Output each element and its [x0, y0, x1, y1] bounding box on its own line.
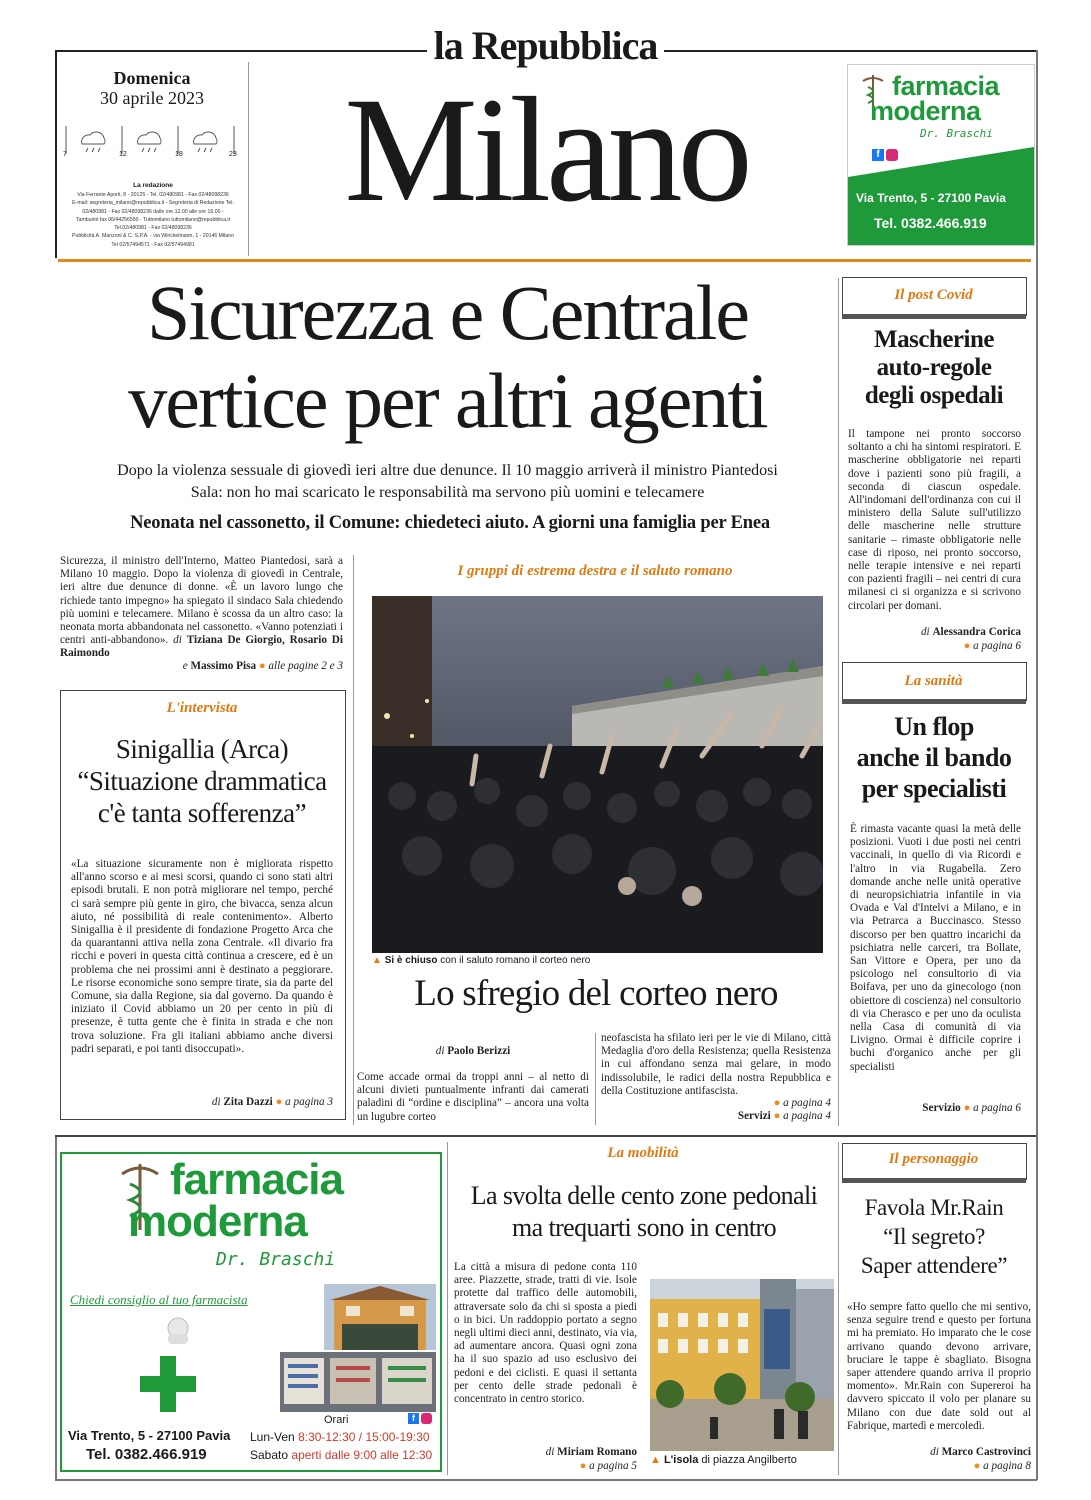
masthead-rule-left	[55, 50, 427, 52]
interview-kicker: L'intervista	[166, 700, 238, 716]
photo-page[interactable]: a pagina 4	[783, 1097, 831, 1109]
weekday-hours	[250, 1430, 430, 1444]
covid-byline-prefix: di	[920, 626, 930, 638]
pharmacist-cross-icon	[124, 1316, 224, 1416]
left-frame-rule	[55, 50, 57, 258]
orange-divider	[58, 259, 1031, 262]
sanita-kicker: La sanità	[904, 673, 963, 689]
caption-triangle-icon: ▲	[372, 955, 382, 966]
interview-byline-prefix: di	[211, 1096, 221, 1108]
facebook-icon[interactable]: f	[872, 149, 884, 161]
piazza-photo-image	[650, 1279, 834, 1451]
photo-caption-rest: con il saluto romano il corteo nero	[440, 955, 591, 966]
personaggio-title-line: Favola Mr.Rain	[864, 1195, 1004, 1220]
bottom-frame	[55, 1479, 1037, 1481]
photo-byline	[357, 1045, 589, 1058]
instagram-icon[interactable]	[886, 149, 898, 161]
sanita-body: È rimasta vacante quasi la metà delle posizioni. Vuoti i due posti nei centri vaccinali, in quello di via Ricordi e l'altro in via Rugabella. Zero domande anche nelle unità operative di neuropsichiatria infantile in via Ovada e Val d'Intelvi a Milano, e in via Petrarca a Buccinasco. Stesso discorso per ben quattro incarichi da psichiatra nelle carceri, tra Bollate, San Vittore e Opera, per uno da psicologo nel consultorio di via Boifava, per uno da ginecologo (non obiettore di coscienza) nel consultorio di via Cherasco e per uno da oculista nella Casa di comunità di via Livigno. Ormai è difficile coprire i buchi d'organico anche per gli specialisti	[850, 823, 1021, 1073]
temp-2: 12	[119, 151, 127, 158]
bottom-ad-phone: Tel. 0382.466.919	[86, 1446, 207, 1463]
photo-kicker: I gruppi di estrema destra e il saluto romano	[457, 563, 733, 579]
piazza-caption	[650, 1454, 836, 1466]
personaggio-page-ref: ● a pagina 8	[973, 1460, 1031, 1472]
column-divider	[353, 555, 354, 1125]
redazione-line: Pubblicità A. Manzoni & C. S.P.A. - via Winckelmann, 1 - 20146 Milano	[72, 233, 234, 240]
ad-phone: Tel. 0382.466.919	[874, 215, 987, 231]
sanita-title	[842, 711, 1026, 804]
redazione-line: Tel.02/480981 - Fax 02/48098236	[114, 225, 192, 232]
personaggio-body: «Ho sempre fatto quello che mi sentivo, senza seguire trend e questo per fortuna mi ha premiato. Ho imparato che le cose arrivano quando devono arrivare, bruciare le tappe è sbagliato. Bisogna saper attendere quando arriva il proprio momento». Mr.Rain con Supereroi ha davvero spiccato il volo per planare su Milano con due date sold out al Fabrique, martedì e mercoledì.	[847, 1301, 1031, 1432]
redazione-info	[58, 191, 248, 249]
photo-caption	[372, 955, 823, 966]
covid-title-line: auto-regole	[876, 354, 992, 381]
mobility-kicker: La mobilità	[607, 1145, 679, 1161]
bottom-left-frame	[55, 1137, 57, 1480]
covid-byline	[848, 626, 1021, 639]
photo-page-ref: ● a pagina 4	[773, 1097, 831, 1109]
photo-headline: Lo sfregio del corteo nero	[414, 973, 778, 1014]
lead-subheadline	[60, 460, 835, 504]
photo-byline-name: Paolo Berizzi	[447, 1045, 511, 1057]
servizi-label: Servizi	[737, 1110, 771, 1122]
store-interior-photo	[280, 1352, 436, 1412]
mobility-body: La città a misura di pedone conta 110 aree. Piazzette, strade, tratti di vie. Isole protette dal traffico delle automobili, attraversate solo da chi si sposta a piedi o in bici. Un raddoppio portato a segno negli ultimi dieci anni, destinato, via via, ad aumentare ancora. Quasi ogni zona ha il suo spazio ad uso esclusivo dei pedoni e dei ciclisti. E quasi il settanta per cento delle strade pedonali è concentrato in centro storico.	[454, 1261, 637, 1406]
ad-brand-line2: moderna	[870, 96, 981, 126]
sanita-page[interactable]: a pagina 6	[973, 1102, 1021, 1114]
covid-title-line: degli ospedali	[864, 382, 1004, 409]
temp-1: 7	[63, 151, 67, 158]
lead-pages[interactable]: alle pagine 2 e 3	[268, 660, 343, 672]
saturday-hours-value: aperti dalle 9:00 alle 12:30	[291, 1448, 433, 1462]
mobility-byline-prefix: di	[545, 1446, 555, 1458]
interview-title-line: c'è tanta sofferenza”	[97, 798, 307, 828]
mobility-page-ref: ● a pagina 5	[579, 1460, 637, 1472]
personaggio-kicker: Il personaggio	[888, 1151, 979, 1167]
redazione-title: La redazione	[133, 182, 173, 189]
mobility-title	[448, 1180, 840, 1244]
redazione-line: Tel 02/57494571 - Fax 02/57494981	[111, 241, 195, 248]
lead-byline-names: Tiziana De Giorgio, Rosario Di Raimondo	[60, 634, 343, 660]
redazione-line: Via Ferrante Aporti, 8 - 20125 - Tel. 02/480981 - Fax 02/48098236	[77, 192, 229, 198]
mobility-byline-name: Miriam Romano	[557, 1446, 637, 1458]
photo-byline-prefix: di	[435, 1045, 445, 1057]
rally-photo	[372, 596, 823, 953]
personaggio-bar	[842, 1178, 1026, 1183]
covid-page-ref: ● a pagina 6	[963, 640, 1021, 652]
right-frame-rule	[1036, 50, 1038, 1480]
interview-page[interactable]: a pagina 3	[285, 1096, 333, 1108]
bottom-ad-brand2: moderna	[128, 1197, 307, 1246]
personaggio-page[interactable]: a pagina 8	[983, 1460, 1031, 1472]
weekday-hours-value: 8:30-12:30 / 15:00-19:30	[298, 1430, 430, 1444]
piazza-photo	[650, 1279, 834, 1451]
bottom-separator	[55, 1135, 1036, 1137]
covid-title-line: Mascherine	[874, 326, 994, 353]
right-column-divider	[838, 278, 839, 1126]
sanita-title-line: per specialisti	[861, 774, 1007, 803]
servizi-page[interactable]: a pagina 4	[783, 1110, 831, 1122]
masthead-rule-right	[664, 50, 1038, 52]
bottom-pharmacy-ad[interactable]	[60, 1152, 442, 1472]
store-exterior-photo	[324, 1284, 436, 1350]
mobility-title-line: ma trequarti sono in centro	[512, 1213, 776, 1242]
interview-title	[60, 733, 344, 829]
lead-headline-2: vertice per altri agenti	[128, 357, 767, 444]
lead-byline-prefix: di	[173, 634, 182, 647]
weather-strip	[62, 124, 246, 160]
covid-bar	[842, 314, 1026, 319]
bottom-ad-tagline[interactable]: Chiedi consiglio al tuo farmacista	[70, 1292, 248, 1307]
personaggio-byline-prefix: di	[930, 1446, 939, 1458]
sanita-bar	[842, 699, 1026, 704]
covid-kicker: Il post Covid	[894, 287, 973, 303]
city-title: Milano	[344, 67, 748, 233]
sanita-title-line: anche il bando	[856, 743, 1012, 772]
lead-byline-line2: e Massimo Pisa ● alle pagine 2 e 3	[182, 660, 343, 672]
redazione-line: 02/480981 - Fax 02/48098236 dalle ore 12.00 alle ore 19.00 -	[82, 208, 224, 215]
mobility-title-line: La svolta delle cento zone pedonali	[470, 1181, 818, 1210]
ad-brand-sub: Dr. Braschi	[920, 127, 993, 140]
photo-body-col1: Come accade ormai da troppi anni – al netto di alcuni divieti puntualmente infranti dai camerati paladini di “ordine e disciplina” – ancora una volta un lugubre corteo	[357, 1071, 589, 1123]
sanita-servizio-label: Servizio	[922, 1102, 961, 1114]
date-full: 30 aprile 2023	[100, 88, 204, 108]
photo-col-divider	[595, 1033, 596, 1125]
weekday-label: Lun-Ven	[250, 1430, 295, 1444]
saturday-hours	[250, 1448, 432, 1462]
personaggio-title-line: Saper attendere”	[860, 1253, 1008, 1278]
covid-body: Il tampone nei pronto soccorso soltanto a chi ha sintomi respiratori. E mascherine obbligatorie nei reparti dove i pazienti sono più fragili, a seconda di ciascun ospedale. All'indomani dell'ordinanza con cui il ministero della Salute sull'utilizzo delle mascherine nelle strutture sanitarie – rimaste obbligatorie nelle case di riposo, nei pronto soccorso, nelle terapie intensive e nei reparti con pazienti fragili – nei centri di cura milanesi ci si organizza e si scrivono circolari per domani.	[848, 428, 1021, 612]
lead-byline-name2: Massimo Pisa	[190, 660, 257, 672]
piazza-caption-bold: L'isola	[663, 1454, 699, 1466]
interview-body: «La situazione sicuramente non è migliorata rispetto all'anno scorso e ai mesi scorsi, quando ci sono stati altri episodi brutali. E non potrà migliorare nel tempo, perché ci sarà sempre più gente in giro, che bivacca, senza alcun aiuto, né possibilità di reale contenimento». Alberto Sinigallia è il presidente di fondazione Progetto Arca che da quarantanni attiva nella zona Centrale. «Il divario fra ricchi e poveri in questa città continua a crescere, ed è un problema che nei prossimi anni è destinato a peggiorare. Le risorse economiche sono sempre tirate, sia da parte del Comune, sia dalla Regione, sia dal governo. Da quando è iniziato il Covid abbiamo un 20 per cento in più di presenze, è tutta gente che è finita in strada e che non trova soluzione. Fra gli italiani abbiamo anche diversi padri separati, e poi tanti disoccupati».	[71, 858, 333, 1055]
ad-brand-line1: farmacia	[892, 71, 1000, 101]
temp-4: 23	[229, 151, 237, 158]
date-box-divider	[248, 62, 249, 256]
photo-caption-bold: Si è chiuso	[384, 955, 438, 966]
piazza-caption-triangle-icon: ▲	[650, 1454, 661, 1466]
bottom-ad-sub: Dr. Braschi	[216, 1249, 336, 1270]
saturday-label: Sabato	[250, 1448, 289, 1462]
lead-sub-line: Sala: non ho mai scaricato le responsabilità ma servono più uomini e telecamere	[190, 484, 705, 501]
weather-icons	[62, 124, 246, 160]
redazione-line: Tamburini fax 06/44256550 - Tuttomilano tuttomilano@repubblica.it	[75, 216, 231, 223]
interview-byline: di Zita Dazzi ● a pagina 3	[211, 1096, 333, 1108]
photo-body-col2: neofascista ha sfilato ieri per le vie di Milano, città Medaglia d'oro della Resistenza; quella Resistenza in cui affondano senza mai gelare, in modo indissolubile, le radici della nostra Repubblica e della Costituzione antifascista.	[601, 1032, 831, 1097]
top-pharmacy-ad[interactable]	[847, 64, 1035, 246]
personaggio-byline	[847, 1446, 1031, 1459]
bottom-ad-brand1: farmacia	[170, 1155, 344, 1204]
sanita-title-line: Un flop	[894, 712, 974, 741]
bottom-facebook-icon[interactable]: f	[408, 1413, 419, 1424]
interview-byline-name: Zita Dazzi	[223, 1096, 273, 1108]
lead-body-text: Sicurezza, il ministro dell'Interno, Matteo Piantedosi, sarà a Milano 10 maggio. Dopo la violenza di giovedì in Centrale, ieri altre due denunce di donne. «È un lavoro lungo che richiede tanto impegno» ha spiegato il sindaco Sala chiedendo più uomini e telecamere. Milano è scossa da un altro caso: la neonata morta abbandonata nel cassonetto. «Vanno potenziati i centri anti-abbandono».	[60, 555, 343, 647]
covid-byline-name: Alessandra Corica	[932, 626, 1021, 638]
publication-name: la Repubblica	[433, 23, 658, 68]
bottom-ad-address: Via Trento, 5 - 27100 Pavia	[68, 1428, 231, 1443]
mobility-page[interactable]: a pagina 5	[589, 1460, 637, 1472]
lead-byline-conj: e	[182, 660, 188, 672]
bottom-instagram-icon[interactable]	[421, 1413, 432, 1424]
photo-servizi: Servizi ● a pagina 4	[737, 1110, 831, 1122]
lead-sub-line: Dopo la violenza sessuale di giovedì ieri altre due denunce. Il 10 maggio arriverà il ministro Piantedosi	[117, 462, 778, 479]
interview-title-line: “Situazione drammatica	[77, 766, 327, 796]
orari-label: Orari	[324, 1414, 349, 1426]
personaggio-byline-name: Marco Castrovinci	[941, 1446, 1031, 1458]
ad-address: Via Trento, 5 - 27100 Pavia	[856, 191, 1006, 205]
redazione-line: E-mail: segreteria_milano@repubblica.it - Segreteria di Redazione Tel.	[72, 200, 234, 207]
interview-title-line: Sinigallia (Arca)	[115, 734, 289, 764]
second-headline: Neonata nel cassonetto, il Comune: chiedeteci aiuto. A giorni una famiglia per Enea	[130, 513, 770, 533]
temp-3: 18	[175, 151, 183, 158]
rally-photo-image	[372, 596, 823, 953]
covid-page[interactable]: a pagina 6	[973, 640, 1021, 652]
sanita-servizio: Servizio ● a pagina 6	[922, 1102, 1021, 1114]
mobility-byline	[454, 1446, 637, 1459]
piazza-caption-rest: di piazza Angilberto	[701, 1454, 797, 1466]
lead-body	[60, 555, 343, 661]
covid-title	[842, 326, 1026, 410]
lead-headline-1: Sicurezza e Centrale	[147, 269, 748, 356]
personaggio-title-line: “Il segreto?	[883, 1224, 985, 1249]
date-day: Domenica	[113, 68, 191, 88]
personaggio-title	[842, 1193, 1026, 1280]
